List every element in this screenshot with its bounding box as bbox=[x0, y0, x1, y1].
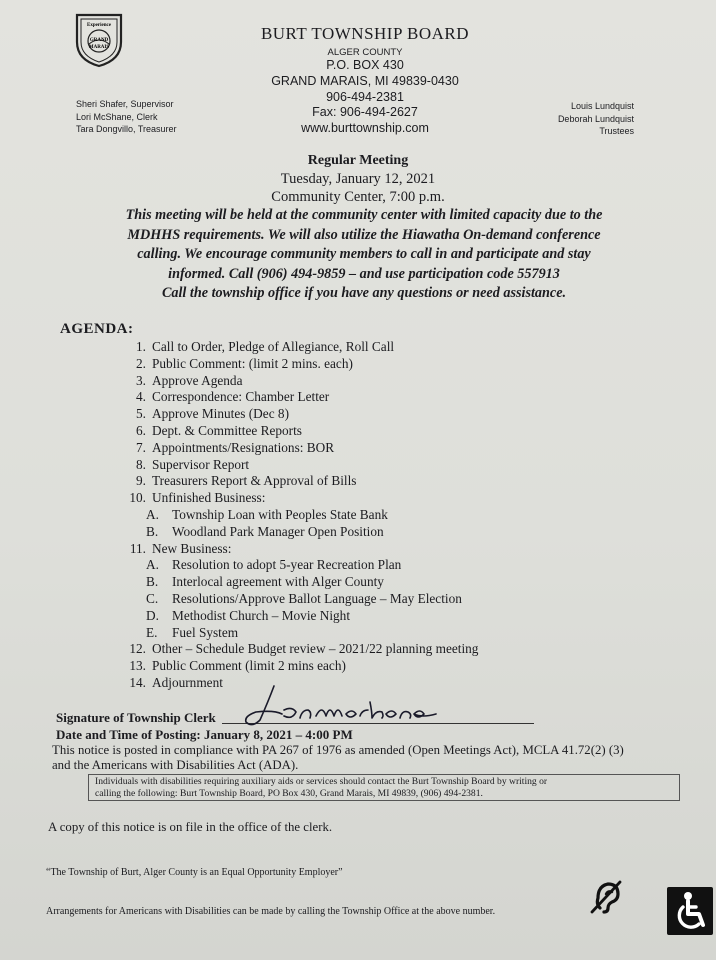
notice-line: This meeting will be held at the community center with limited capacity due to the bbox=[125, 207, 603, 223]
seal-text-bottom: MARAIS bbox=[88, 45, 110, 50]
agenda-item-number: D. bbox=[146, 607, 159, 623]
agenda-subitem bbox=[118, 507, 478, 524]
notice-line: calling. We encourage community members to call in and participate and stay bbox=[137, 246, 591, 262]
agenda-item bbox=[118, 440, 478, 457]
agenda-item-text: Supervisor Report bbox=[152, 456, 250, 472]
po-box-line: P.O. BOX 430 bbox=[326, 58, 404, 72]
copy-on-file-note: A copy of this notice is on file in the office of the clerk. bbox=[48, 820, 333, 834]
agenda-item-text: Methodist Church – Movie Night bbox=[172, 607, 351, 623]
agenda-item bbox=[118, 490, 478, 507]
notice-line: informed. Call (906) 494-9859 – and use participation code 557913 bbox=[168, 265, 560, 282]
agenda-item-text: Adjournment bbox=[152, 674, 223, 690]
agenda-item-number: 6. bbox=[136, 422, 146, 438]
agenda-item bbox=[118, 389, 478, 406]
board-title: BURT TOWNSHIP BOARD bbox=[260, 24, 470, 43]
meeting-title: Regular Meeting bbox=[307, 153, 409, 168]
agenda-subitem bbox=[118, 557, 478, 574]
officer-clerk: Lori McShane, Clerk bbox=[76, 111, 158, 122]
agenda-item-text: Public Comment (limit 2 mins each) bbox=[152, 658, 346, 674]
agenda-item-number: 12. bbox=[129, 641, 146, 657]
agenda-item-text: Resolutions/Approve Ballot Language – May Election bbox=[172, 590, 462, 606]
agenda-item bbox=[118, 541, 478, 558]
agenda-item-number: 3. bbox=[136, 372, 146, 388]
agenda-item bbox=[118, 423, 478, 440]
agenda-item-text: Interlocal agreement with Alger County bbox=[172, 574, 384, 590]
box-line-2: calling the following: Burt Township Board, PO Box 430, Grand Marais, MI 49839, (906) 494-2381. bbox=[95, 788, 483, 799]
agenda-item-text: Appointments/Resignations: BOR bbox=[152, 439, 335, 455]
agenda-subitem bbox=[118, 608, 478, 625]
agenda-item-number: C. bbox=[146, 590, 159, 606]
seal-text-top: Experience bbox=[87, 23, 111, 28]
agenda-item-text: Dept. & Committee Reports bbox=[152, 422, 302, 438]
notice-line: MDHHS requirements. We will also utilize the Hiawatha On-demand conference bbox=[127, 226, 601, 243]
posting-date: Date and Time of Posting: January 8, 2021 – 4:00 PM bbox=[56, 727, 353, 742]
township-seal-logo bbox=[74, 12, 124, 68]
agenda-item-number: A. bbox=[146, 557, 159, 573]
fax-line: Fax: 906-494-2627 bbox=[312, 105, 418, 119]
phone-line: 906-494-2381 bbox=[326, 90, 404, 104]
agenda-item-number: A. bbox=[146, 506, 159, 522]
agenda-item bbox=[118, 339, 478, 356]
meeting-location: Community Center, 7:00 p.m. bbox=[271, 189, 445, 205]
agenda-item-text: Unfinished Business: bbox=[152, 490, 266, 506]
agenda-heading: AGENDA: bbox=[60, 321, 134, 337]
agenda-subitem bbox=[118, 625, 478, 642]
compliance-line-2: and the Americans with Disabilities Act (ADA). bbox=[52, 758, 299, 772]
agenda-item-number: 10. bbox=[129, 490, 146, 506]
officer-treasurer: Tara Dongvillo, Treasurer bbox=[76, 124, 177, 134]
agenda-subitem bbox=[118, 591, 478, 608]
agenda-item-number: 14. bbox=[129, 674, 146, 690]
agenda-item-text: Treasurers Report & Approval of Bills bbox=[152, 473, 357, 489]
trustees-label: Trustees bbox=[599, 126, 634, 136]
officers-list bbox=[76, 98, 177, 136]
ada-arrangements-note: Arrangements for Americans with Disabilities can be made by calling the Township Office at the above number. bbox=[46, 906, 496, 917]
meeting-notice bbox=[70, 206, 658, 304]
agenda-item-text: Correspondence: Chamber Letter bbox=[152, 389, 330, 405]
agenda-item-number: B. bbox=[146, 523, 159, 539]
website-line: www.burttownship.com bbox=[301, 121, 429, 135]
agenda-item-number: 7. bbox=[136, 439, 146, 455]
agenda-item-text: Approve Minutes (Dec 8) bbox=[152, 406, 289, 422]
agenda-item-number: 9. bbox=[136, 473, 146, 489]
hearing-assistance-icon bbox=[586, 878, 626, 916]
officer-supervisor: Sheri Shafer, Supervisor bbox=[76, 99, 174, 109]
agenda-item bbox=[118, 658, 478, 675]
agenda-item-number: 2. bbox=[136, 355, 146, 371]
notice-line: Call the township office if you have any questions or need assistance. bbox=[161, 285, 567, 301]
compliance-line-1: This notice is posted in compliance with PA 267 of 1976 as amended (Open Meetings Act), MCLA 41.72(2) (3) bbox=[52, 743, 624, 757]
agenda-item-number: 4. bbox=[136, 389, 146, 405]
agenda-item-number: 13. bbox=[129, 658, 146, 674]
meeting-date: Tuesday, January 12, 2021 bbox=[280, 171, 436, 187]
agenda-subitem bbox=[118, 574, 478, 591]
wheelchair-accessibility-icon bbox=[666, 886, 714, 936]
agenda-item-number: 5. bbox=[136, 406, 146, 422]
agenda-item-text: Township Loan with Peoples State Bank bbox=[172, 506, 388, 522]
agenda-item bbox=[118, 373, 478, 390]
equal-opportunity-statement: “The Township of Burt, Alger County is an Equal Opportunity Employer” bbox=[46, 867, 343, 878]
agenda-item-text: Woodland Park Manager Open Position bbox=[172, 523, 384, 539]
agenda-item-number: 11. bbox=[129, 540, 146, 556]
agenda-item-number: E. bbox=[146, 624, 158, 640]
agenda-item-text: Fuel System bbox=[172, 624, 239, 640]
agenda-item-text: Public Comment: (limit 2 mins. each) bbox=[152, 355, 353, 371]
county-line: ALGER COUNTY bbox=[327, 47, 403, 58]
seal-text-mid: GRAND bbox=[89, 38, 109, 43]
trustee-2: Deborah Lundquist bbox=[557, 113, 634, 124]
agenda-item-text: Resolution to adopt 5-year Recreation Plan bbox=[172, 557, 402, 573]
agenda-item bbox=[118, 641, 478, 658]
agenda-item-number: 1. bbox=[136, 339, 146, 354]
trustee-1: Louis Lundquist bbox=[570, 101, 634, 111]
agenda-item bbox=[118, 473, 478, 490]
agenda-item-number: B. bbox=[146, 574, 159, 590]
agenda-item-text: New Business: bbox=[152, 540, 232, 556]
disability-notice-box bbox=[88, 774, 680, 801]
agenda-item bbox=[118, 406, 478, 423]
signature-label: Signature of Township Clerk bbox=[56, 710, 216, 725]
agenda-subitem bbox=[118, 524, 478, 541]
agenda-item-text: Other – Schedule Budget review – 2021/22 planning meeting bbox=[152, 641, 479, 657]
agenda-item bbox=[118, 457, 478, 474]
agenda-item-text: Call to Order, Pledge of Allegiance, Roll Call bbox=[152, 339, 395, 354]
compliance-notice bbox=[52, 743, 682, 773]
clerk-signature bbox=[222, 680, 442, 730]
agenda-list bbox=[118, 339, 478, 692]
box-line-1: Individuals with disabilities requiring auxiliary aids or services should contact the Burt Township Board by writing or bbox=[95, 776, 548, 787]
agenda-item bbox=[118, 356, 478, 373]
agenda-item-number: 8. bbox=[136, 456, 146, 472]
city-line: GRAND MARAIS, MI 49839-0430 bbox=[271, 74, 459, 88]
agenda-item-text: Approve Agenda bbox=[152, 372, 243, 388]
trustees-list bbox=[520, 100, 634, 138]
